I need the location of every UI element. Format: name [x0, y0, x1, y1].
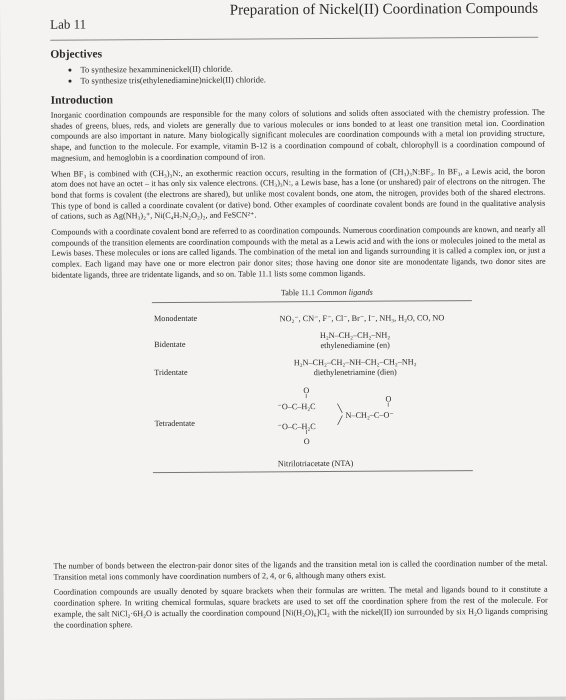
nta-nitrogen-chain: N–CH₂–C–O⁻ [345, 410, 394, 420]
table-number: Table 11.1 [280, 287, 315, 297]
table-row [152, 385, 472, 446]
lab-number: Lab 11 [50, 16, 87, 32]
double-bond-mark: ‖ [305, 393, 308, 400]
table-row [152, 357, 472, 377]
intro-paragraph-1: Inorganic coordination compounds are responsible for the many colors of solutions and solids often associated with the chemistry profession. The shades of greens, blues, reds, and violets are generally due to various molecules or ions bonded to at least one transition metal ion. Coordination compounds are also important in nature. Many biologically significant molecules are coordination compounds with a metal ion providing structure, shape, and function to the molecule. For example, vitamin B-12 is a coordination compound of cobalt, chlorophyll is a coordination compound of magnesium, and hemoglobin is a coordination compound of iron. [50, 107, 545, 163]
bond-line-lower: ╱ [337, 415, 343, 425]
carbonyl-oxygen-right: O [385, 394, 392, 404]
row-name: diethylenetriamine (dien) [313, 367, 397, 377]
table-top-rule [152, 300, 472, 303]
double-bond-mark: ‖ [387, 402, 390, 409]
row-value: NO₂⁻, CN⁻, F⁻, Cl⁻, Br⁻, I⁻, NH₃, H₂O, CO, NO [279, 312, 445, 323]
introduction-heading: Introduction [50, 94, 114, 107]
intro-paragraph-2: When BF₃ is combined with (CH₃)₃N:, an exothermic reaction occurs, resulting in the formation of (CH₃)₃N:BF₃. In BF₃, a Lewis acid, the boron atom does not have an octet – it has only six valence electrons. (CH₃)₃N:, a Lewis base, has a lone (or unshared) pair of electrons on the nitrogen. The bond that forms is covalent (the electrons are shared), but unlike most covalent bonds, one atom, the nitrogen, provides both of the shared electrons. This type of bond is called a coordinate covalent (or dative) bond. Other examples of coordinate covalent bonds are found in the qualitative analysis of cations, such as Ag(NH₃)₂⁺, Ni(C₄H₇N₂O₂)₂, and FeSCN²⁺. [51, 166, 546, 222]
coordination-section [53, 559, 547, 636]
objectives-heading: Objectives [50, 48, 103, 61]
table-row [152, 330, 472, 350]
row-label: Bidentate [154, 339, 186, 349]
objective-item: • To synthesize hexamminenickel(II) chloride. [80, 62, 544, 76]
objective-item: • To synthesize tris(ethylenediamine)nickel(II) chloride. [80, 73, 544, 87]
nta-structure [277, 385, 437, 456]
double-bond-mark: ‖ [305, 429, 308, 436]
nta-arm-lower: ⁻O–C–H₂C [277, 421, 316, 431]
table-caption [152, 287, 472, 298]
row-formula: H₂N–CH₂–CH₂–NH₂ [319, 330, 391, 340]
nta-name: Nitrilotriacetate (NTA) [277, 458, 354, 468]
objectives-list [50, 62, 544, 87]
carbonyl-oxygen-top: O [303, 385, 310, 395]
row-label: Tetradentate [154, 418, 195, 428]
page-header [50, 0, 538, 41]
bond-line-upper: ╲ [337, 403, 343, 413]
table-title: Common ligands [316, 287, 373, 297]
coordination-number-paragraph: The number of bonds between the electron-pair donor sites of the ligands and the transition metal ion is called the coordination number of the metal. Transition metal ions commonly have coordination numbers of 2, 4, or 6, although many others exist. [53, 558, 548, 582]
table-row [152, 312, 472, 323]
table-bottom-rule [153, 470, 473, 473]
row-name: ethylenediamine (en) [320, 340, 390, 350]
row-label: Monodentate [153, 313, 198, 323]
page-title: Preparation of Nickel(II) Coordination Compounds [229, 0, 539, 19]
nta-arm-upper: ⁻O–C–H₂C [277, 401, 316, 411]
carbonyl-oxygen-bottom: O [303, 436, 310, 446]
intro-paragraph-3: Compounds with a coordinate covalent bond are referred to as coordination compounds. Numerous coordination compounds are known, and nearly all compounds of the transition elements are coordination compounds with the metal as a Lewis acid and with the ions or molecules joined to the metal as Lewis bases. These molecules or ions are called ligands. The combination of the metal ion and ligands surrounding it is called a complex ion, or just a complex. Each ligand may have one or more electron pair donor sites; those having one donor site are monodentate ligands, two donor sites are bidentate ligands, three are tridentate ligands, and so on. Table 11.1 lists some common ligands. [51, 224, 546, 280]
row-formula: H₂N–CH₂–CH₂–NH–CH₂–CH₂–NH₂ [293, 357, 417, 367]
ligand-table [152, 287, 473, 479]
row-label: Tridentate [154, 367, 188, 377]
coordination-sphere-paragraph: Coordination compounds are usually denoted by square brackets when their formulas are written. The metal and ligands bound to it constitute a coordination sphere. In writing chemical formulas, square brackets are used to set off the coordination sphere from the rest of the molecule. For example, the salt NiCl₂·6H₂O is actually the coordination compound [Ni(H₂O)₆]Cl₂ with the nickel(II) ion surrounded by six H₂O ligands comprising the coordination sphere. [53, 585, 548, 630]
